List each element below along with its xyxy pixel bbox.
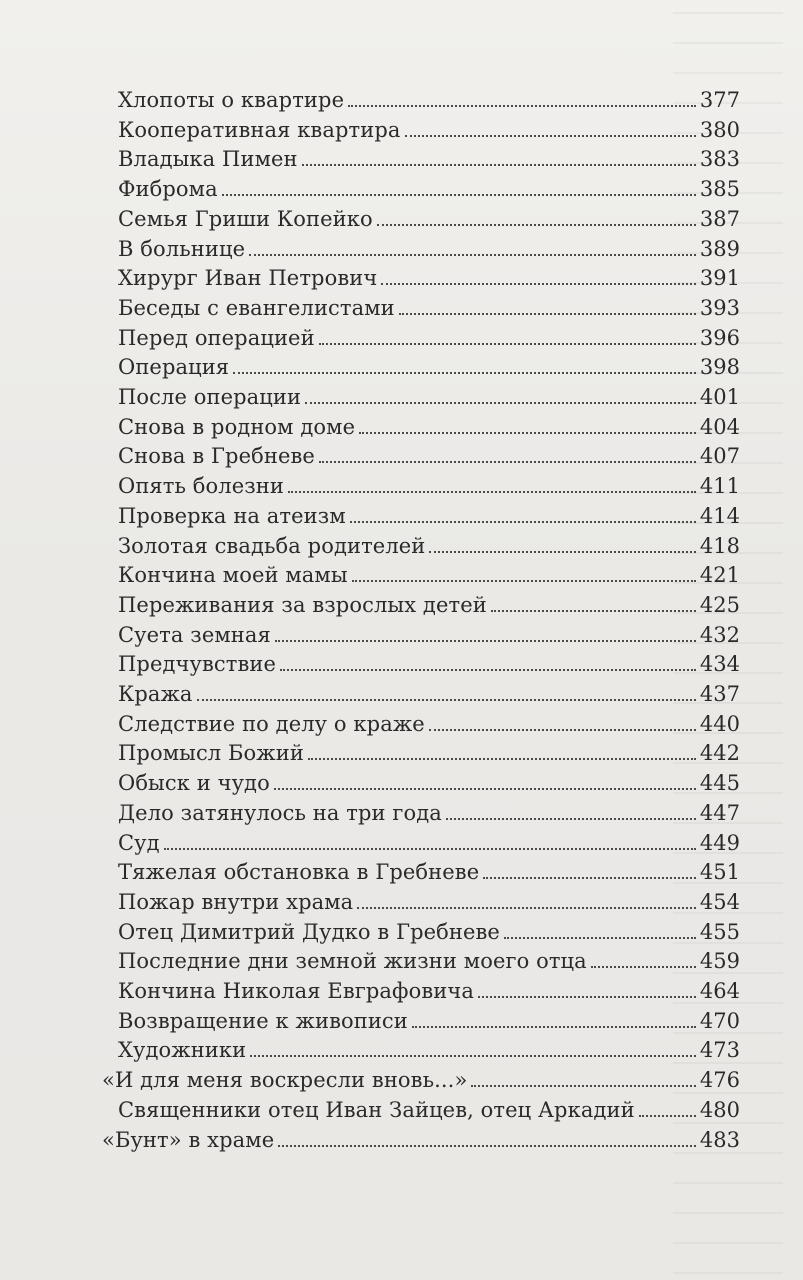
dot-leader — [197, 699, 696, 701]
toc-entry-page-number: 421 — [699, 563, 740, 588]
toc-entry — [118, 735, 740, 765]
dot-leader — [399, 313, 696, 315]
toc-entry — [118, 112, 740, 142]
toc-entry — [118, 320, 740, 350]
dot-leader — [639, 1115, 696, 1117]
toc-entry-title: Беседы с евангелистами — [118, 295, 395, 320]
toc-entry-page-number: 411 — [699, 474, 740, 499]
dot-leader — [429, 729, 696, 731]
toc-entry-title: Кооперативная квартира — [118, 117, 401, 142]
dot-leader — [405, 135, 696, 137]
toc-entry-title: Переживания за взрослых детей — [118, 592, 487, 617]
toc-entry — [118, 528, 740, 558]
toc-entry-page-number: 383 — [699, 147, 740, 172]
toc-entry-title: «Бунт» в храме — [102, 1127, 275, 1152]
toc-entry-page-number: 480 — [699, 1097, 740, 1122]
toc-entry-title: Тяжелая обстановка в Гребневе — [118, 860, 480, 885]
dot-leader — [274, 788, 696, 790]
toc-entry-page-number: 432 — [699, 622, 740, 647]
toc-entry — [118, 943, 740, 973]
toc-entry — [118, 646, 740, 676]
toc-entry-title: Обыск и чудо — [118, 771, 270, 796]
toc-entry-page-number: 418 — [699, 533, 740, 558]
toc-entry-title: Кража — [118, 682, 193, 706]
toc-entry-title: Снова в родном доме — [118, 414, 356, 439]
dot-leader — [233, 372, 696, 374]
toc-entry-title: Хирург Иван Петрович — [118, 266, 378, 291]
dot-leader — [275, 640, 696, 642]
toc-entry — [118, 587, 740, 617]
toc-entry — [118, 854, 740, 884]
toc-entry — [118, 290, 740, 320]
toc-entry-page-number: 447 — [699, 800, 740, 825]
toc-entry-title: В больнице — [118, 236, 246, 261]
toc-entry — [118, 795, 740, 825]
toc-entry-page-number: 445 — [699, 771, 740, 796]
toc-entry-page-number: 451 — [699, 860, 740, 885]
dot-leader — [249, 254, 696, 256]
toc-entry-page-number: 483 — [699, 1127, 740, 1152]
toc-entry — [118, 171, 740, 201]
dot-leader — [288, 491, 696, 493]
toc-entry-page-number: 459 — [699, 949, 740, 974]
toc-entry — [118, 141, 740, 171]
dot-leader — [302, 164, 696, 166]
toc-entry-title: Последние дни земной жизни моего отца — [118, 949, 587, 974]
toc-entry-page-number: 387 — [699, 206, 740, 231]
toc-entry-page-number: 473 — [699, 1038, 740, 1063]
toc-entry — [102, 1062, 740, 1092]
toc-entry-title: Кончина моей мамы — [118, 563, 348, 588]
toc-entry-page-number: 385 — [699, 177, 740, 202]
toc-entry — [118, 706, 740, 736]
dot-leader — [591, 966, 696, 968]
toc-entry-page-number: 470 — [699, 1008, 740, 1033]
dot-leader — [471, 1085, 696, 1087]
toc-entry — [118, 231, 740, 261]
toc-entry — [118, 914, 740, 944]
dot-leader — [412, 1026, 696, 1028]
toc-entry-page-number: 449 — [699, 830, 740, 855]
toc-entry-page-number: 391 — [699, 266, 740, 291]
toc-entry — [118, 825, 740, 855]
toc-entry — [118, 884, 740, 914]
toc-entry — [118, 765, 740, 795]
toc-entry — [102, 1122, 740, 1152]
dot-leader — [478, 996, 696, 998]
dot-leader — [352, 580, 696, 582]
toc-entry — [118, 617, 740, 647]
toc-entry-title: Проверка на атеизм — [118, 503, 346, 528]
dot-leader — [483, 877, 696, 879]
dot-leader — [308, 758, 696, 760]
toc-entry-title: Отец Димитрий Дудко в Гребневе — [118, 919, 500, 944]
toc-entry — [118, 260, 740, 290]
toc-entry-title: Дело затянулось на три года — [118, 800, 442, 825]
toc-entry-title: Пожар внутри храма — [118, 889, 354, 914]
toc-entry — [118, 349, 740, 379]
dot-leader — [381, 283, 696, 285]
toc-entry — [118, 438, 740, 468]
toc-entry-page-number: 377 — [699, 88, 740, 112]
toc-entry-page-number: 454 — [699, 889, 740, 914]
toc-entry-page-number: 437 — [699, 682, 740, 706]
toc-entry-page-number: 396 — [699, 325, 740, 350]
toc-entry-title: Перед операцией — [118, 325, 315, 350]
dot-leader — [429, 551, 696, 553]
toc-entry-title: После операции — [118, 385, 302, 409]
toc-entry-page-number: 404 — [699, 414, 740, 439]
toc-entry-page-number: 407 — [699, 444, 740, 469]
toc-entry-page-number: 455 — [699, 919, 740, 944]
dot-leader — [491, 610, 696, 612]
toc-entry — [118, 379, 740, 409]
dot-leader — [164, 848, 696, 850]
dot-leader — [319, 343, 696, 345]
toc-entry — [118, 973, 740, 1003]
toc-entry-title: Промысл Божий — [118, 741, 304, 766]
toc-entry-page-number: 414 — [699, 503, 740, 528]
dot-leader — [250, 1055, 696, 1057]
toc-entry-page-number: 401 — [699, 385, 740, 409]
toc-entry-page-number: 425 — [699, 592, 740, 617]
toc-entry — [118, 468, 740, 498]
toc-entry — [118, 1032, 740, 1062]
dot-leader — [319, 461, 696, 463]
toc-entry-page-number: 476 — [699, 1068, 740, 1093]
dot-leader — [504, 937, 696, 939]
toc-entry-title: «И для меня воскресли вновь...» — [102, 1068, 468, 1093]
toc-entry-title: Семья Гриши Копейко — [118, 206, 373, 231]
toc-entry — [118, 201, 740, 231]
toc-entry-title: Хлопоты о квартире — [118, 88, 345, 112]
toc-entry-page-number: 464 — [699, 979, 740, 1003]
dot-leader — [377, 224, 696, 226]
toc-entry-title: Священники отец Иван Зайцев, отец Аркадий — [118, 1097, 635, 1122]
toc-entry-title: Возвращение к живописи — [118, 1008, 408, 1033]
toc-entry-title: Суд — [118, 830, 160, 855]
toc-entry — [118, 676, 740, 706]
dot-leader — [278, 1145, 696, 1147]
toc-entry-title: Художники — [118, 1038, 247, 1063]
toc-entry-title: Владыка Пимен — [118, 147, 298, 172]
toc-entry-page-number: 434 — [699, 652, 740, 677]
toc-entry-page-number: 442 — [699, 741, 740, 766]
toc-entry-title: Следствие по делу о краже — [118, 711, 425, 736]
dot-leader — [359, 432, 696, 434]
toc-entry-title: Предчувствие — [118, 652, 277, 677]
dot-leader — [350, 521, 696, 523]
toc-entry-page-number: 389 — [699, 236, 740, 261]
toc-entry-page-number: 398 — [699, 355, 740, 380]
dot-leader — [357, 907, 696, 909]
dot-leader — [280, 669, 696, 671]
toc-entry — [118, 1092, 740, 1122]
dot-leader — [305, 402, 696, 404]
toc-entry-title: Снова в Гребневе — [118, 444, 315, 469]
dot-leader — [348, 105, 696, 107]
toc-entry — [118, 498, 740, 528]
toc-entry-page-number: 440 — [699, 711, 740, 736]
toc-entry-title: Золотая свадьба родителей — [118, 533, 426, 558]
toc-entry-title: Операция — [118, 355, 230, 380]
dot-leader — [222, 194, 696, 196]
toc-entry-title: Опять болезни — [118, 474, 284, 499]
toc-entry — [118, 409, 740, 439]
toc-entry-title: Суета земная — [118, 622, 271, 647]
toc-entry-title: Фиброма — [118, 177, 218, 202]
toc-entry-page-number: 393 — [699, 295, 740, 320]
toc-entry-title: Кончина Николая Евграфовича — [118, 979, 474, 1003]
toc-entry — [118, 557, 740, 587]
toc-entry — [118, 1003, 740, 1033]
toc-entry — [118, 82, 740, 112]
toc-entry-page-number: 380 — [699, 117, 740, 142]
dot-leader — [446, 818, 696, 820]
